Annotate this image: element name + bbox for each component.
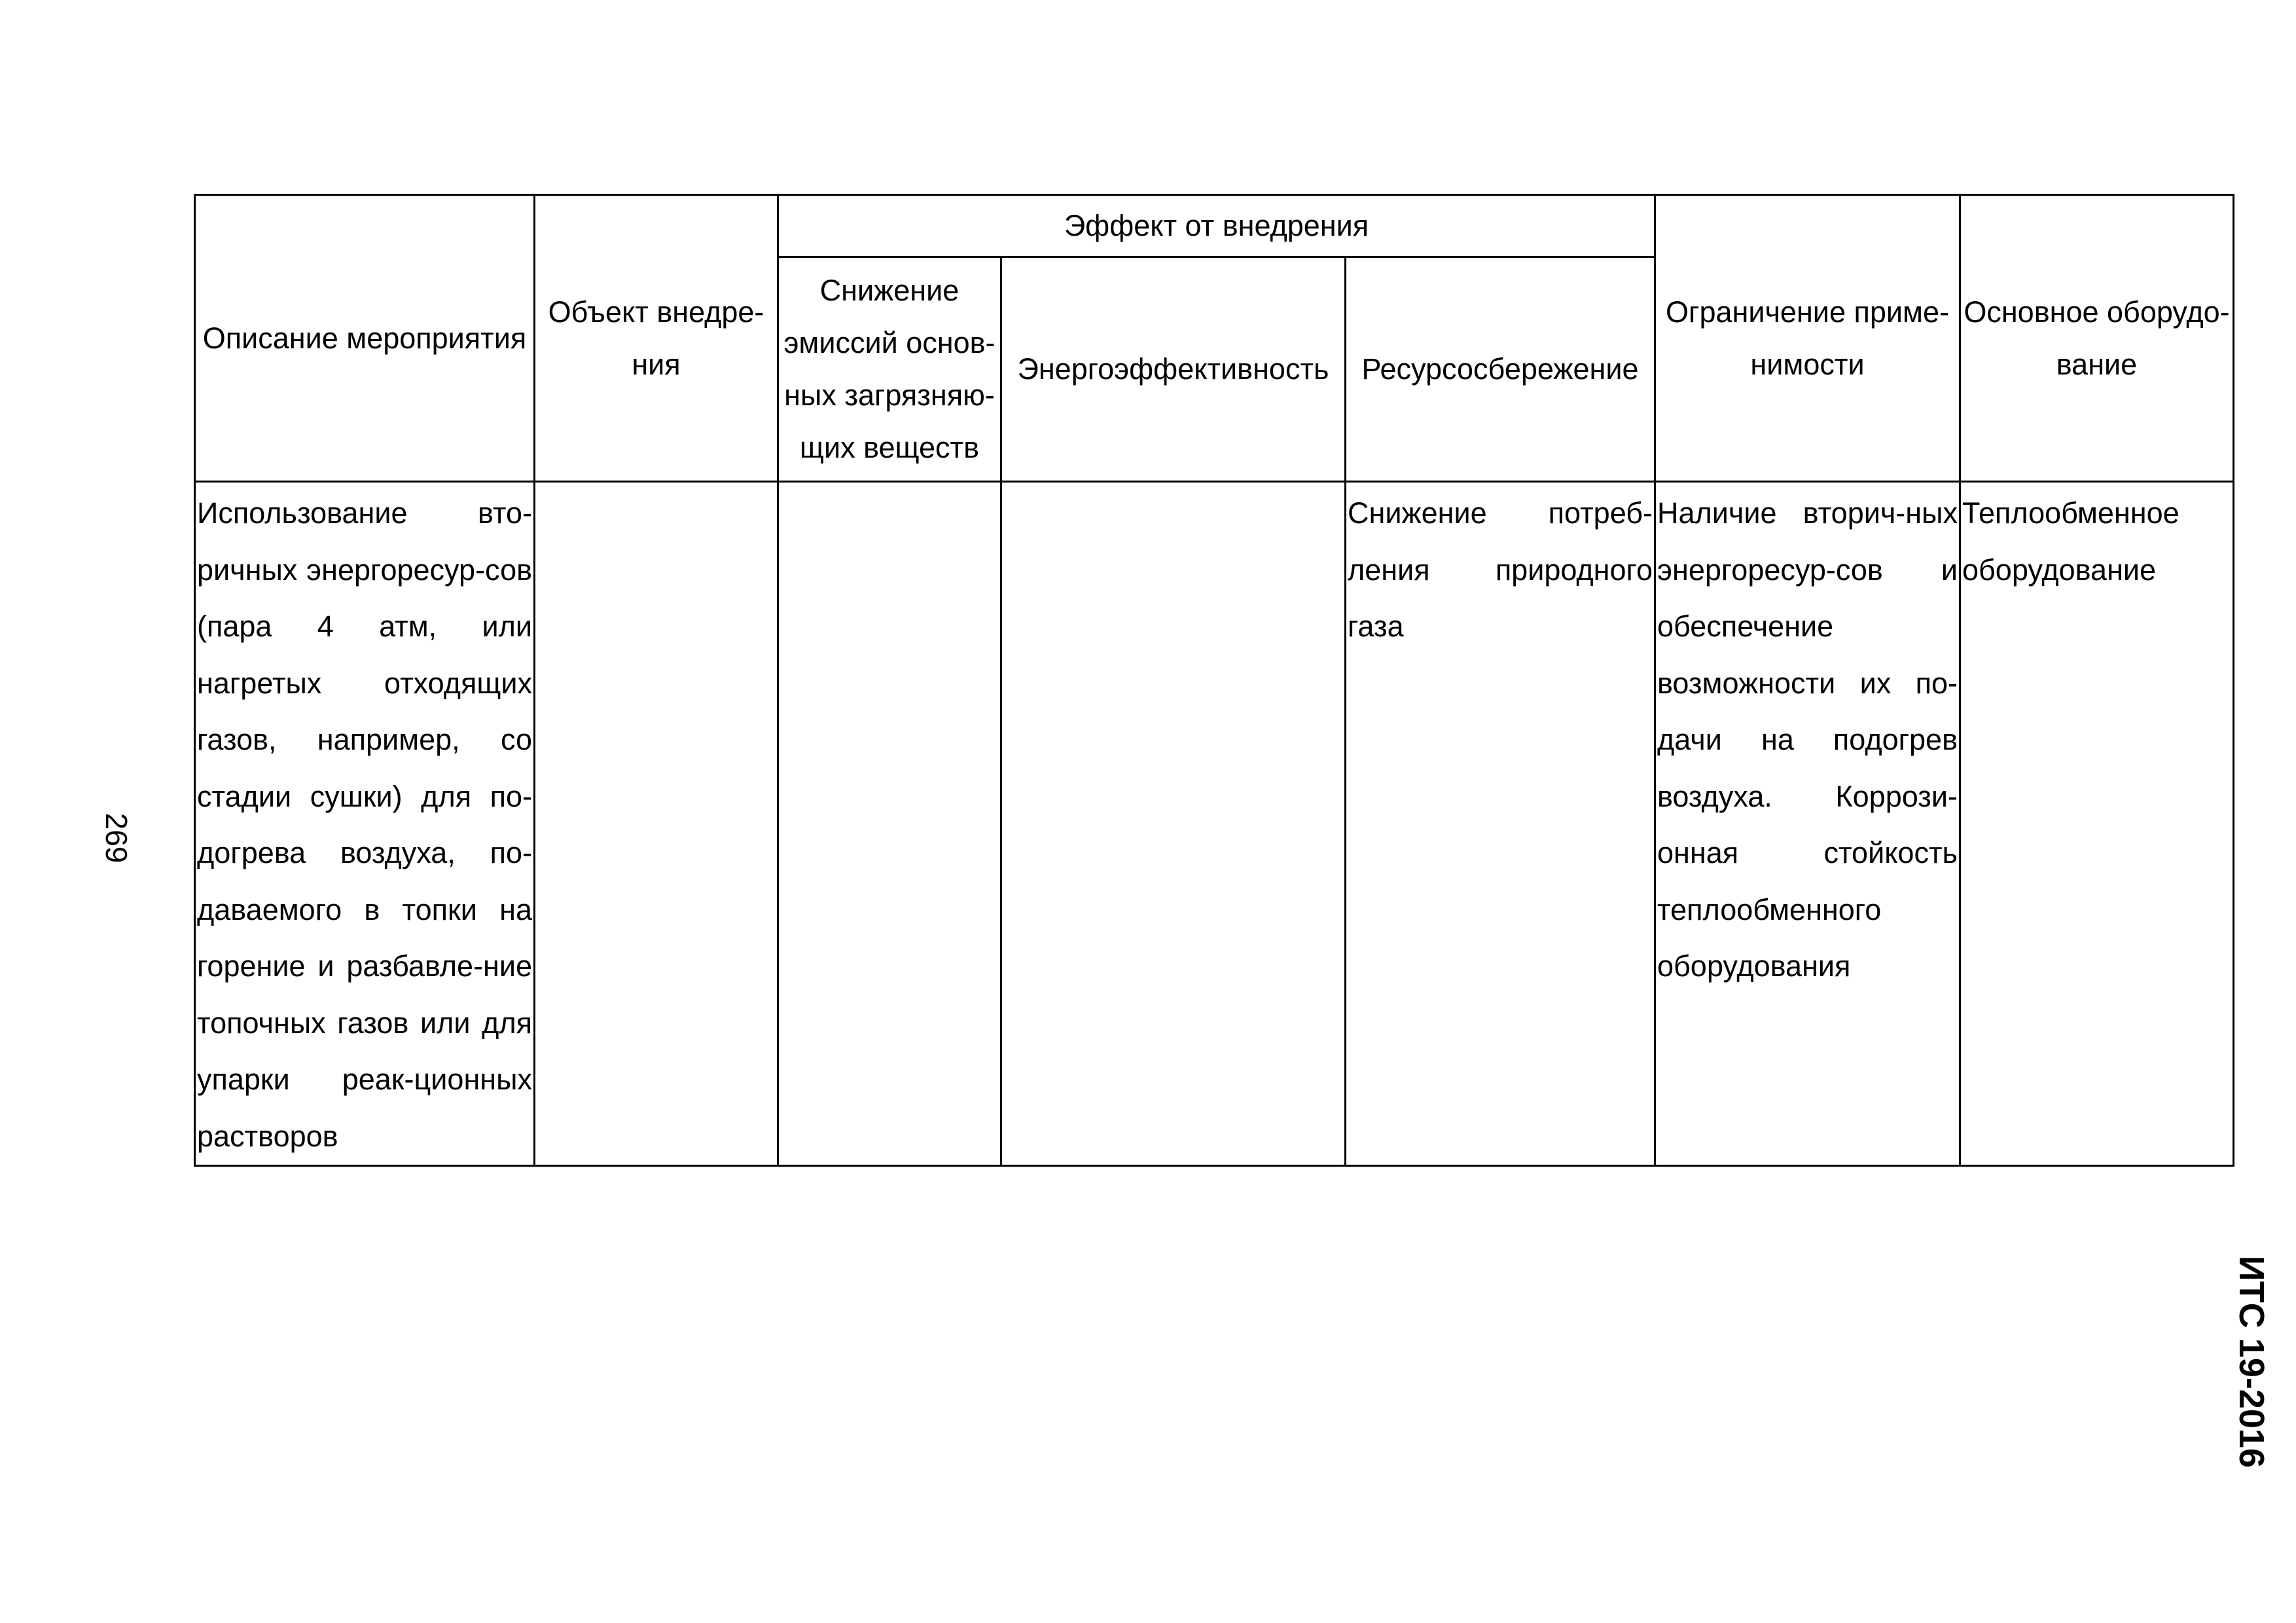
header-row — [195, 195, 2234, 257]
cell-equipment: Теплообменное оборудование — [1960, 482, 2234, 1166]
document-code: ИТС 19-2016 — [2232, 1256, 2271, 1468]
header-effect-group: Эффект от внедрения — [778, 195, 1655, 257]
cell-description: Использование вто-ричных энергоресур-сов (пара 4 атм, или нагретых отходящих газов, например, со стадии сушки) для по-догрева воздуха, по-даваемого в топки на горение и разбавле-ние топочных газов или для упарки реак-ционных растворов — [195, 482, 535, 1166]
measures-table — [194, 194, 2234, 1167]
cell-object — [535, 482, 778, 1166]
header-resource-saving: Ресурсосбережение — [1346, 257, 1655, 482]
cell-resource-saving: Снижение потреб-ления природного газа — [1346, 482, 1655, 1166]
table-row — [195, 482, 2234, 1166]
header-description: Описание мероприятия — [195, 195, 535, 482]
page-number: 269 — [99, 812, 134, 864]
cell-emissions — [778, 482, 1001, 1166]
header-emissions: Снижение эмиссий основ-ных загрязняю-щих веществ — [778, 257, 1001, 482]
header-energy-efficiency: Энергоэффективность — [1001, 257, 1346, 482]
cell-limitations: Наличие вторич-ных энергоресур-сов и обеспечение возможности их по-дачи на подогрев воздуха. Коррози-онная стойкость теплообменного оборудования — [1655, 482, 1960, 1166]
header-object: Объект внедре-ния — [535, 195, 778, 482]
cell-energy-efficiency — [1001, 482, 1346, 1166]
header-limitations: Ограничение приме-нимости — [1655, 195, 1960, 482]
header-equipment: Основное оборудо-вание — [1960, 195, 2234, 482]
